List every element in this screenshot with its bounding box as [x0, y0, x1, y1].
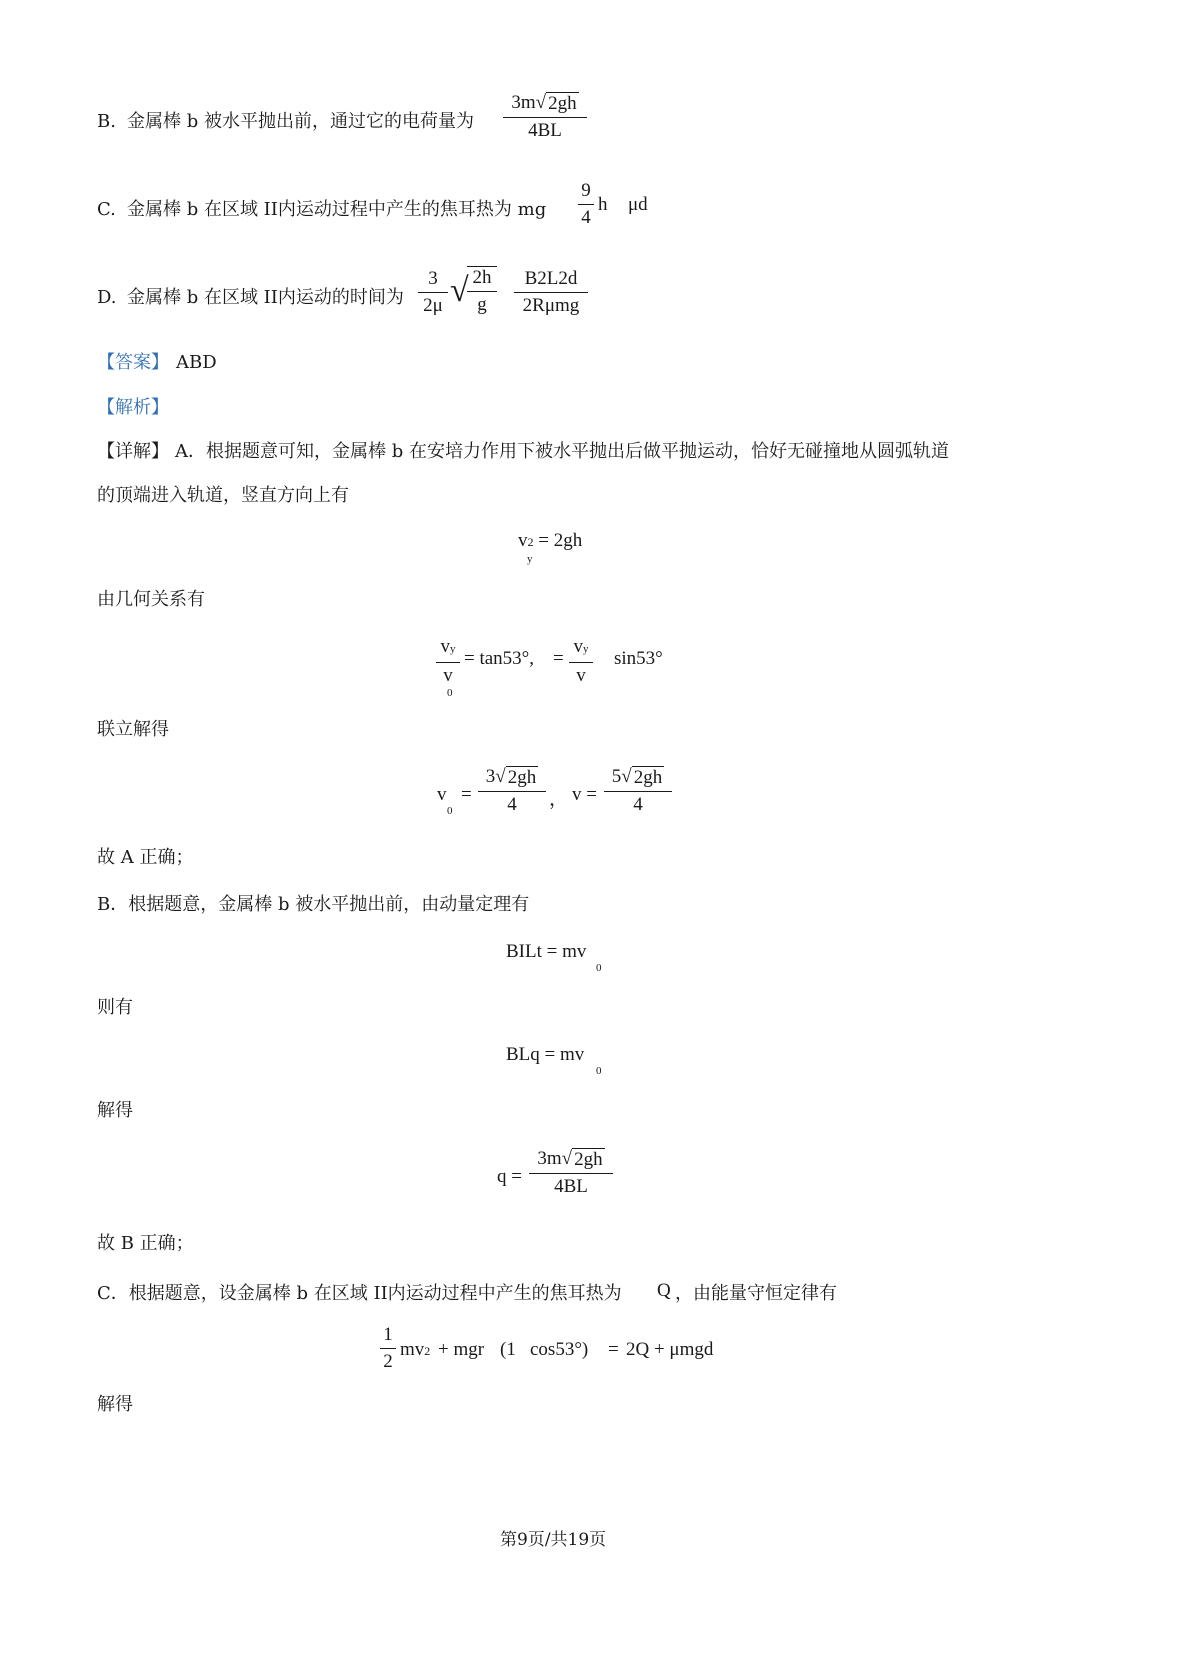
- eq7-mgr: + mgr: [438, 1339, 485, 1360]
- eq6-num-radicand: 2gh: [574, 1149, 603, 1170]
- option-b-den: 4BL: [528, 120, 562, 141]
- option-b-radicand: 2gh: [548, 93, 577, 114]
- eq3-v: v =: [572, 784, 597, 805]
- eq7-sup: 2: [424, 1344, 431, 1358]
- eq5: BLq = mv: [506, 1044, 585, 1065]
- c-analysis-line-a: C．根据题意，设金属棒 b 在区域 II内运动过程中产生的焦耳热为: [97, 1283, 622, 1304]
- page-number: 第9页/共19页: [500, 1530, 607, 1550]
- eq1-v: v: [518, 530, 528, 551]
- option-d-fraction-2: [514, 268, 588, 317]
- c-analysis-Q: Q: [657, 1280, 671, 1301]
- b-correct: 故 B 正确；: [97, 1233, 194, 1254]
- detail-line-1: A．根据题意可知，金属棒 b 在安培力作用下被水平抛出后做平抛运动，恰好无碰撞地从圆弧轨道: [175, 441, 949, 462]
- geometry-text: 由几何关系有: [97, 589, 205, 610]
- eq1-sub: y: [527, 553, 533, 565]
- option-c-label: C.: [97, 199, 116, 220]
- eq7-mv-text: mv: [400, 1339, 425, 1360]
- eq1-sup: 2: [527, 535, 534, 549]
- eq2-den2: v: [576, 665, 586, 686]
- eq3-den2: 4: [633, 794, 643, 815]
- c-analysis-line-b: ，由能量守恒定律有: [675, 1283, 837, 1304]
- eq6-num-coef: 3m: [537, 1148, 562, 1169]
- eq3-v0-sub: 0: [447, 805, 453, 817]
- eq6-fraction: 3m√ 2gh 4BL: [529, 1148, 613, 1198]
- option-c-text: 金属棒 b 在区域 II内运动过程中产生的焦耳热为 mg: [127, 199, 547, 220]
- option-d-label: D.: [97, 287, 117, 308]
- solve-text-2: 解得: [97, 1100, 133, 1121]
- option-d-f1-num: 3: [428, 268, 438, 289]
- solve-text-3: 解得: [97, 1394, 133, 1415]
- detail-label: 【详解】: [97, 441, 169, 462]
- option-d-f2-num: B2L2d: [524, 268, 578, 289]
- eq2-num2: v: [573, 636, 583, 657]
- eq3-num1-coef: 3: [485, 766, 496, 787]
- answer-value: ABD: [176, 352, 217, 373]
- eq7-half-num: 1: [383, 1324, 393, 1345]
- eq3-fraction-2: 5√ 2gh 4: [604, 766, 672, 816]
- eq1-rhs: = 2gh: [538, 530, 583, 551]
- option-c-mud: μd: [628, 194, 648, 215]
- option-d-fraction-1: [418, 268, 448, 317]
- eq3-v0: v: [437, 784, 447, 805]
- eq6-lhs: q =: [497, 1166, 522, 1187]
- eq5-sub: 0: [596, 1065, 602, 1077]
- eq2-den1: v: [443, 665, 453, 686]
- option-d-f2-den: 2Rμmg: [522, 295, 580, 316]
- detail-line-2: 的顶端进入轨道，竖直方向上有: [97, 485, 349, 506]
- option-b-num: 3m: [511, 92, 536, 113]
- option-c-frac-den: 4: [581, 207, 591, 228]
- a-correct: 故 A 正确；: [97, 847, 194, 868]
- eq2-num1: v: [440, 636, 450, 657]
- eq2-middle: = tan53°,: [464, 648, 535, 669]
- eq7-mv: [400, 1339, 430, 1361]
- eq4-sub: 0: [596, 962, 602, 974]
- eq4: BILt = mv: [506, 941, 587, 962]
- option-b-fraction: 3m√ 2gh 4BL: [503, 92, 587, 142]
- eq7-half: [380, 1324, 396, 1373]
- eq3-separator: ，: [549, 789, 569, 810]
- eq3-fraction-1: 3√ 2gh 4: [478, 766, 546, 816]
- eq7-half-den: 2: [383, 1351, 393, 1372]
- option-d-f1-den: 2μ: [423, 295, 443, 316]
- analysis-label: 【解析】: [97, 397, 169, 418]
- eq2-equals-2: =: [553, 648, 564, 669]
- option-d-text: 金属棒 b 在区域 II内运动的时间为: [127, 287, 404, 308]
- option-c-fraction: [578, 180, 594, 229]
- eq2-num1-sub: y: [450, 643, 456, 655]
- eq3-den1: 4: [507, 794, 517, 815]
- option-d-rad-num: 2h: [472, 267, 492, 288]
- option-d-sqrt-fraction: [467, 266, 497, 316]
- eq7-rhs: 2Q + μmgd: [626, 1339, 714, 1360]
- option-c-frac-num: 9: [581, 180, 591, 201]
- solve-text: 联立解得: [97, 719, 169, 740]
- eq2-rhs: sin53°: [614, 648, 663, 669]
- eq2-den1-sub: 0: [447, 687, 453, 699]
- then-text: 则有: [97, 997, 133, 1018]
- eq2-fraction-1: [436, 636, 460, 687]
- eq7-cos: cos53°): [530, 1339, 589, 1360]
- eq7-paren: (1: [500, 1339, 516, 1360]
- eq2-fraction-2: [569, 636, 593, 687]
- b-analysis-line: B．根据题意，金属棒 b 被水平抛出前，由动量定理有: [97, 894, 530, 915]
- option-d-sqrt-sign: √: [450, 272, 469, 309]
- option-b-text: 金属棒 b 被水平抛出前，通过它的电荷量为: [127, 111, 474, 132]
- equation-vy-squared: [518, 530, 582, 552]
- answer-label: 【答案】: [97, 352, 169, 373]
- option-c-h: h: [598, 194, 608, 215]
- option-d-rad-den: g: [477, 294, 487, 315]
- eq3-num2-coef: 5: [611, 766, 622, 787]
- eq2-num2-sub: y: [583, 643, 589, 655]
- eq7-equals: =: [608, 1339, 619, 1360]
- option-b-label: B.: [97, 111, 116, 132]
- eq3-equals: =: [461, 784, 472, 805]
- eq3-num1-radicand: 2gh: [507, 767, 537, 788]
- eq3-num2-radicand: 2gh: [633, 767, 663, 788]
- eq6-den: 4BL: [554, 1176, 588, 1197]
